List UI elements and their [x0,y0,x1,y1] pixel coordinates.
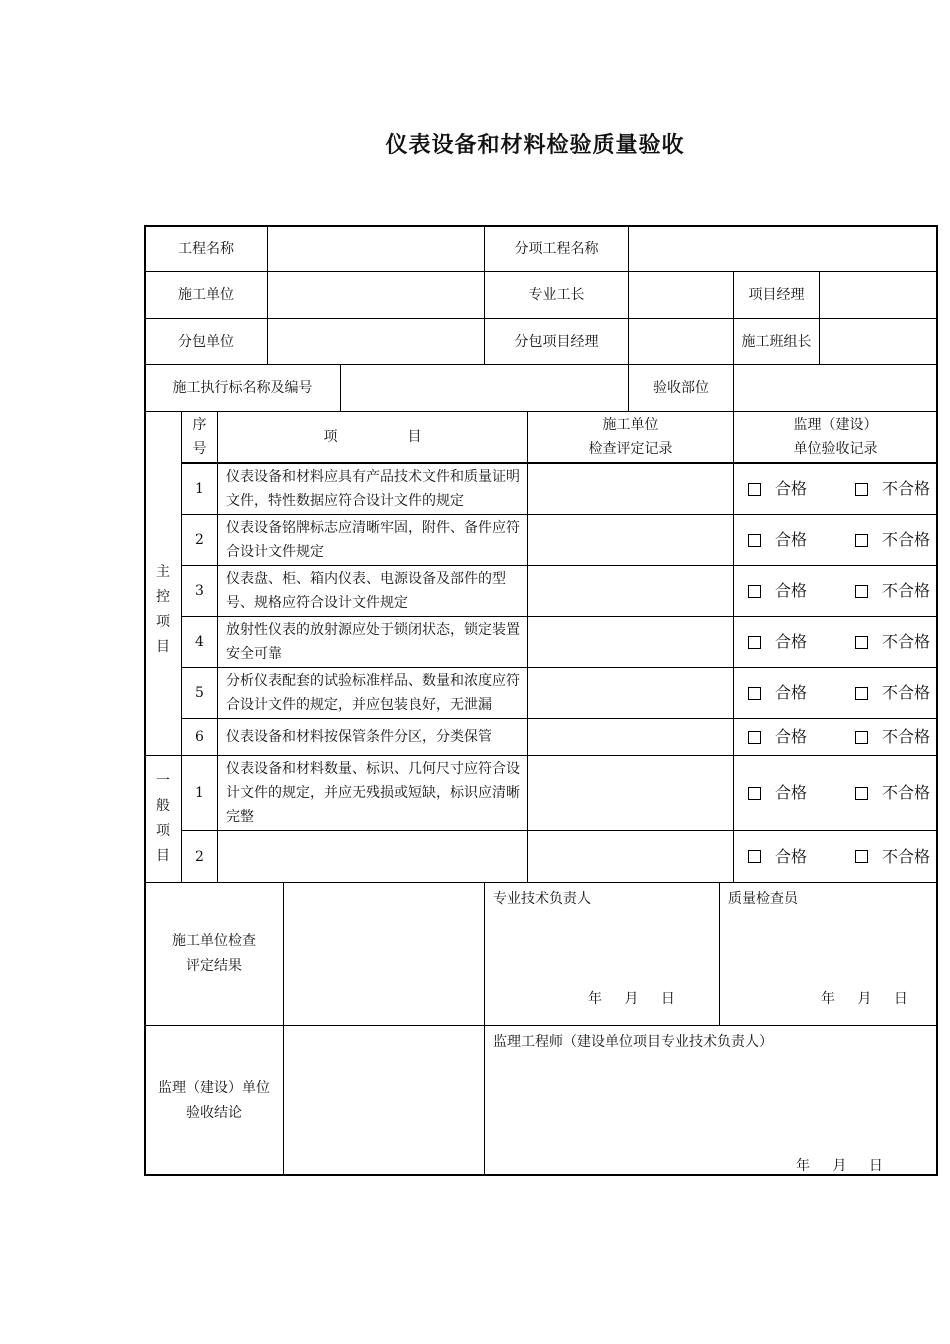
row-check-record[interactable] [527,463,734,515]
row-acceptance-options [733,830,938,883]
row-check-record[interactable] [527,514,734,566]
main-group-char: 主 [156,563,170,580]
main-group-label [144,463,182,756]
supervision-record-header-line2: 单位验收记录 [793,441,878,457]
pass-label: 合格 [775,530,808,549]
row-acceptance-options [733,463,938,515]
sub-project-name-label: 分项工程名称 [484,225,629,272]
row-requirement: 放射性仪表的放射源应处于锁闭状态，锁定装置安全可靠 [217,616,528,668]
row-number: 6 [181,718,218,756]
row-requirement: 仪表设备和材料按保管条件分区，分类保管 [217,718,528,756]
fail-label: 不合格 [882,783,931,802]
seq-header-line1: 序 [192,417,207,433]
professional-foreman-field[interactable] [628,271,734,319]
row-acceptance-options [733,667,938,719]
fail-checkbox[interactable] [855,787,868,800]
general-group-label [144,755,182,883]
fail-checkbox[interactable] [855,483,868,496]
fail-checkbox[interactable] [855,850,868,863]
row-requirement: 仪表设备和材料应具有产品技术文件和质量证明文件，特性数据应符合设计文件的规定 [217,463,528,515]
supervisor-label: 监理工程师（建设单位项目专业技术负责人） [493,1034,773,1050]
fail-label: 不合格 [882,683,931,702]
row-number: 5 [181,667,218,719]
check-result-label-line2: 评定结果 [186,958,242,974]
acceptance-part-label: 验收部位 [628,364,734,412]
row-requirement: 仪表盘、柜、箱内仪表、电源设备及部件的型号、规格应符合设计文件规定 [217,565,528,617]
item-header: 项 目 [217,411,528,463]
standard-name-field[interactable] [340,364,629,412]
pass-label: 合格 [775,846,808,866]
general-group-char: 一 [156,773,170,789]
general-group-char: 项 [156,823,170,839]
project-manager-label: 项目经理 [733,271,820,319]
supervisor-cell[interactable] [484,1025,938,1176]
row-requirement: 分析仪表配套的试验标准样品、数量和浓度应符合设计文件的规定，并应包装良好，无泄漏 [217,667,528,719]
check-record-header-line2: 检查评定记录 [588,441,673,457]
inspector-label: 质量检查员 [728,891,798,907]
row-check-record[interactable] [527,616,734,668]
project-manager-field[interactable] [819,271,938,319]
row-acceptance-options [733,718,938,756]
conclusion-label-line1: 监理（建设）单位 [158,1079,270,1096]
supervision-record-header [733,411,938,463]
row-number: 1 [181,755,218,831]
row-number: 2 [181,830,218,883]
pass-checkbox[interactable] [748,787,761,800]
check-result-label-line1: 施工单位检查 [172,933,256,949]
row-check-record[interactable] [527,667,734,719]
pass-checkbox[interactable] [748,850,761,863]
inspector-date: 年 月 日 [821,991,908,1007]
fail-checkbox[interactable] [855,636,868,649]
general-group-char: 般 [156,798,170,814]
subcontract-pm-field[interactable] [628,318,734,365]
page-title: 仪表设备和材料检验质量验收 [385,133,685,158]
pass-label: 合格 [775,479,808,498]
row-requirement [217,830,528,883]
row-number: 1 [181,463,218,515]
row-check-record[interactable] [527,718,734,756]
fail-checkbox[interactable] [855,731,868,744]
row-check-record[interactable] [527,830,734,883]
main-group-char: 控 [156,588,170,605]
row-number: 4 [181,616,218,668]
subcontract-pm-label: 分包项目经理 [484,318,629,365]
row-number: 3 [181,565,218,617]
row-requirement: 仪表设备和材料数量、标识、几何尺寸应符合设计文件的规定，并应无残损或短缺，标识应清晰完整 [217,755,528,831]
general-group-char: 目 [156,848,170,864]
row-acceptance-options [733,514,938,566]
acceptance-part-field[interactable] [733,364,938,412]
fail-label: 不合格 [882,530,931,549]
row-acceptance-options [733,565,938,617]
conclusion-field[interactable] [283,1025,485,1176]
row-acceptance-options [733,616,938,668]
pass-label: 合格 [775,581,808,600]
pass-checkbox[interactable] [748,585,761,598]
fail-label: 不合格 [882,581,931,600]
pass-label: 合格 [775,683,808,702]
check-record-header-line1: 施工单位 [602,417,659,433]
check-record-header [527,411,734,463]
main-group-char: 项 [156,613,170,630]
construction-unit-field[interactable] [267,271,485,319]
pass-checkbox[interactable] [748,483,761,496]
conclusion-label [144,1025,284,1176]
team-leader-field[interactable] [819,318,938,365]
conclusion-label-line2: 验收结论 [186,1104,242,1121]
team-leader-label: 施工班组长 [733,318,820,365]
pass-checkbox[interactable] [748,687,761,700]
pass-checkbox[interactable] [748,534,761,547]
project-name-label: 工程名称 [144,225,268,272]
row-acceptance-options [733,755,938,831]
supervisor-date: 年 月 日 [796,1158,883,1174]
row-requirement: 仪表设备铭牌标志应清晰牢固，附件、备件应符合设计文件规定 [217,514,528,566]
fail-checkbox[interactable] [855,534,868,547]
fail-label: 不合格 [882,632,931,651]
pass-label: 合格 [775,783,808,802]
pass-label: 合格 [775,727,808,746]
sub-project-name-field[interactable] [628,225,938,272]
pass-checkbox[interactable] [748,731,761,744]
fail-label: 不合格 [882,727,931,746]
standard-name-label: 施工执行标名称及编号 [144,364,341,412]
row-number: 2 [181,514,218,566]
row-check-record[interactable] [527,565,734,617]
fail-checkbox[interactable] [855,687,868,700]
pass-checkbox[interactable] [748,636,761,649]
construction-unit-label: 施工单位 [144,271,268,319]
seq-header [181,411,218,463]
row-check-record[interactable] [527,755,734,831]
project-name-field[interactable] [267,225,485,272]
seq-header-line2: 号 [192,441,207,457]
pass-label: 合格 [775,632,808,651]
main-group-char: 目 [156,638,170,655]
subcontract-unit-field[interactable] [267,318,485,365]
check-result-label [144,882,284,1026]
professional-foreman-label: 专业工长 [484,271,629,319]
tech-lead-label: 专业技术负责人 [493,891,591,907]
fail-label: 不合格 [882,479,931,498]
fail-checkbox[interactable] [855,585,868,598]
check-result-field[interactable] [283,882,485,1026]
fail-label: 不合格 [882,846,931,866]
tech-lead-date: 年 月 日 [588,991,675,1007]
subcontract-unit-label: 分包单位 [144,318,268,365]
supervision-record-header-line1: 监理（建设） [793,417,878,433]
